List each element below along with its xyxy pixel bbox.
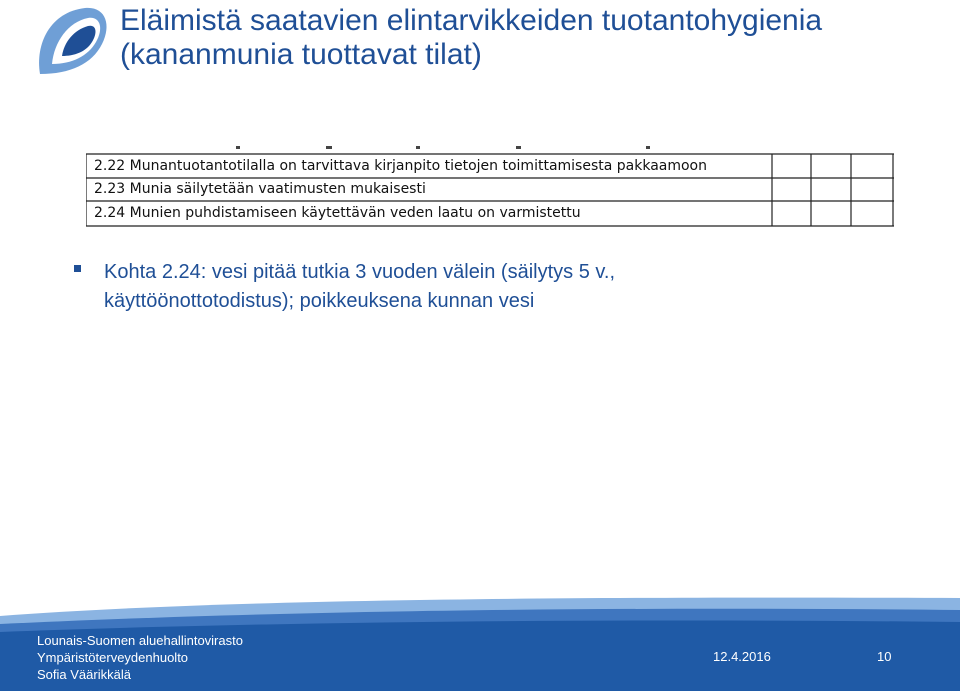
avi-logo-icon (30, 4, 112, 80)
square-bullet-icon (74, 265, 81, 272)
slide-title-line2: (kananmunia tuottavat tilat) (120, 38, 482, 71)
bullet-line2: käyttöönottotodistus); poikkeuksena kunnan vesi (104, 290, 535, 312)
table-row: 2.24 Munien puhdistamiseen käytettävän veden laatu on varmistettu (94, 205, 581, 221)
slide-title-line1: Eläimistä saatavien elintarvikkeiden tuotantohygienia (120, 4, 823, 37)
footer-info (37, 632, 243, 683)
page-number: 10 (877, 649, 892, 664)
bullet-line1: Kohta 2.24: vesi pitää tutkia 3 vuoden välein (säilytys 5 v., (104, 261, 616, 283)
checklist-table (86, 146, 894, 232)
table-row: 2.22 Munantuotantotilalla on tarvittava kirjanpito tietojen toimittamisesta pakkaamoon (94, 158, 707, 174)
footer-unit: Ympäristöterveydenhuolto (37, 650, 189, 665)
footer-date: 12.4.2016 (713, 649, 771, 664)
footer-org: Lounais-Suomen aluehallintovirasto (37, 633, 243, 648)
table-row: 2.23 Munia säilytetään vaatimusten mukaisesti (94, 181, 426, 197)
bullet-item (104, 258, 944, 316)
slide-title (120, 4, 950, 72)
footer-author: Sofia Väärikkälä (37, 667, 131, 682)
